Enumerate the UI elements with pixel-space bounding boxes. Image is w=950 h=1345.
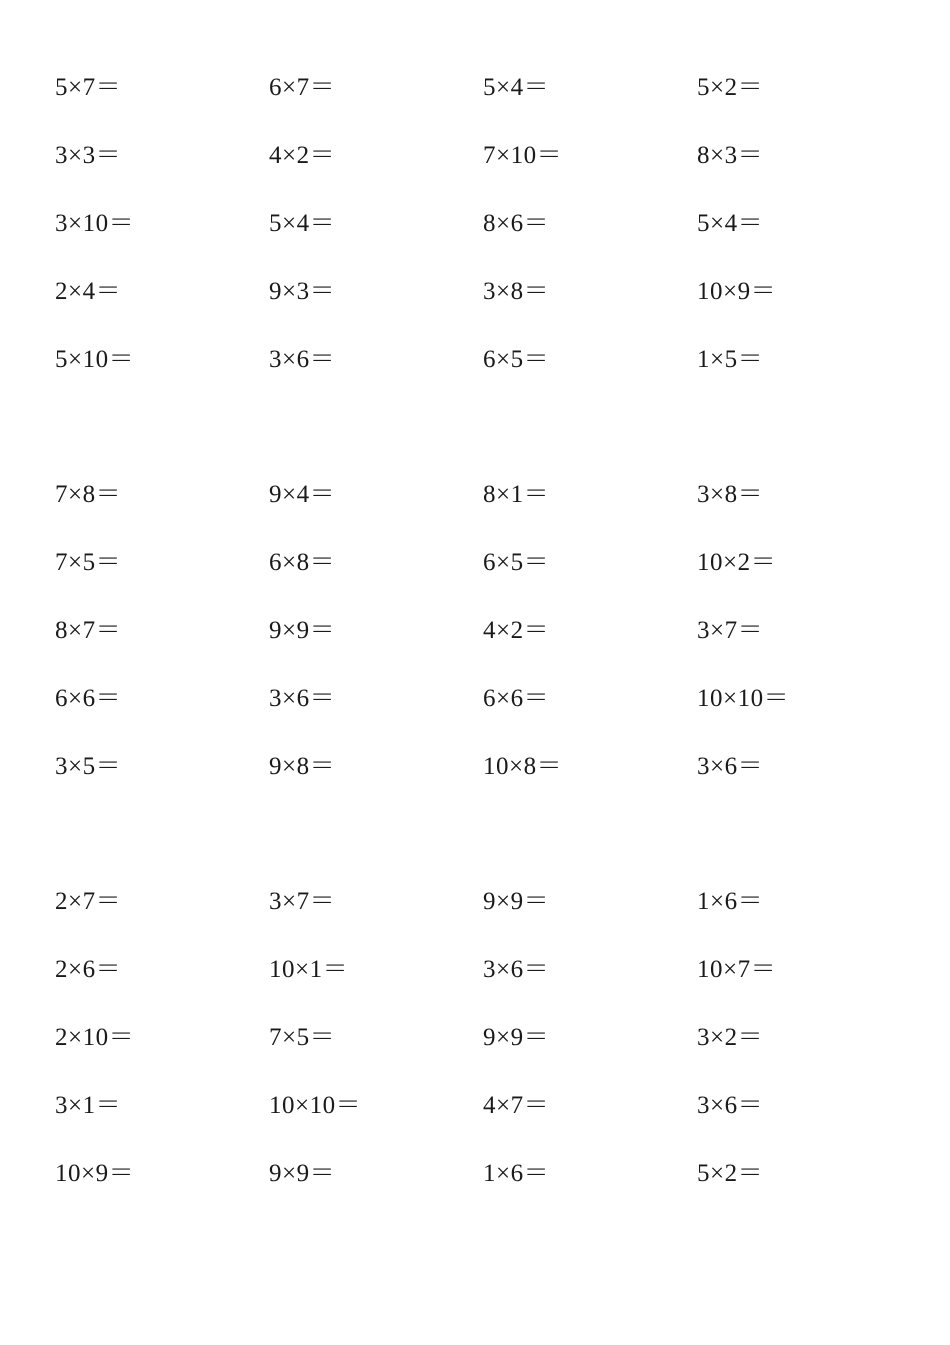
- problem: 3×3＝: [55, 142, 122, 169]
- problem-block-3: [55, 884, 915, 1224]
- problem: 3×2＝: [697, 1024, 764, 1051]
- problem-row: [55, 477, 915, 545]
- problem: 4×2＝: [483, 617, 550, 644]
- problem-row: [55, 1156, 915, 1224]
- problem-block-2: [55, 477, 915, 817]
- problem: 3×7＝: [269, 888, 336, 915]
- problem: 5×10＝: [55, 346, 135, 373]
- problem: 10×10＝: [697, 685, 790, 712]
- problem: 2×10＝: [55, 1024, 135, 1051]
- problem: 9×9＝: [483, 888, 550, 915]
- problem: 1×6＝: [697, 888, 764, 915]
- problem: 3×5＝: [55, 753, 122, 780]
- problem: 6×5＝: [483, 549, 550, 576]
- problem: 5×2＝: [697, 74, 764, 101]
- problem: 6×6＝: [55, 685, 122, 712]
- problem-row: [55, 952, 915, 1020]
- problem: 3×10＝: [55, 210, 135, 237]
- problem-row: [55, 342, 915, 410]
- problem: 8×3＝: [697, 142, 764, 169]
- problem-block-1: [55, 70, 915, 410]
- problem: 8×6＝: [483, 210, 550, 237]
- problem: 7×8＝: [55, 481, 122, 508]
- problem-row: [55, 274, 915, 342]
- problem-row: [55, 138, 915, 206]
- problem: 6×7＝: [269, 74, 336, 101]
- problem: 10×8＝: [483, 753, 563, 780]
- problem: 10×2＝: [697, 549, 777, 576]
- problem-row: [55, 613, 915, 681]
- problem-row: [55, 206, 915, 274]
- problem: 9×8＝: [269, 753, 336, 780]
- problem-row: [55, 70, 915, 138]
- problem: 3×6＝: [269, 685, 336, 712]
- problem: 2×6＝: [55, 956, 122, 983]
- problem: 2×7＝: [55, 888, 122, 915]
- problem-row: [55, 1088, 915, 1156]
- problem: 7×5＝: [269, 1024, 336, 1051]
- problem: 10×9＝: [697, 278, 777, 305]
- problem: 9×3＝: [269, 278, 336, 305]
- problem: 3×6＝: [697, 753, 764, 780]
- problem: 6×6＝: [483, 685, 550, 712]
- problem: 4×2＝: [269, 142, 336, 169]
- problem: 9×9＝: [269, 617, 336, 644]
- problem: 7×5＝: [55, 549, 122, 576]
- problem: 9×9＝: [483, 1024, 550, 1051]
- problem: 10×9＝: [55, 1160, 135, 1187]
- problem: 6×5＝: [483, 346, 550, 373]
- problem: 1×5＝: [697, 346, 764, 373]
- problem: 3×6＝: [483, 956, 550, 983]
- problem: 5×4＝: [483, 74, 550, 101]
- problem-row: [55, 681, 915, 749]
- problem: 1×6＝: [483, 1160, 550, 1187]
- problem: 3×1＝: [55, 1092, 122, 1119]
- problem: 5×7＝: [55, 74, 122, 101]
- problem: 3×6＝: [697, 1092, 764, 1119]
- problem-row: [55, 749, 915, 817]
- problem: 3×6＝: [269, 346, 336, 373]
- problem-row: [55, 545, 915, 613]
- problem: 2×4＝: [55, 278, 122, 305]
- problem: 7×10＝: [483, 142, 563, 169]
- problem: 3×8＝: [483, 278, 550, 305]
- problem: 10×1＝: [269, 956, 349, 983]
- problem-row: [55, 884, 915, 952]
- problem: 5×4＝: [269, 210, 336, 237]
- problem: 3×7＝: [697, 617, 764, 644]
- problem: 10×10＝: [269, 1092, 362, 1119]
- problem-row: [55, 1020, 915, 1088]
- problem: 9×9＝: [269, 1160, 336, 1187]
- problem: 10×7＝: [697, 956, 777, 983]
- problem: 9×4＝: [269, 481, 336, 508]
- problem: 3×8＝: [697, 481, 764, 508]
- problem: 4×7＝: [483, 1092, 550, 1119]
- problem: 6×8＝: [269, 549, 336, 576]
- problem: 8×7＝: [55, 617, 122, 644]
- problem: 5×4＝: [697, 210, 764, 237]
- problem: 5×2＝: [697, 1160, 764, 1187]
- problem: 8×1＝: [483, 481, 550, 508]
